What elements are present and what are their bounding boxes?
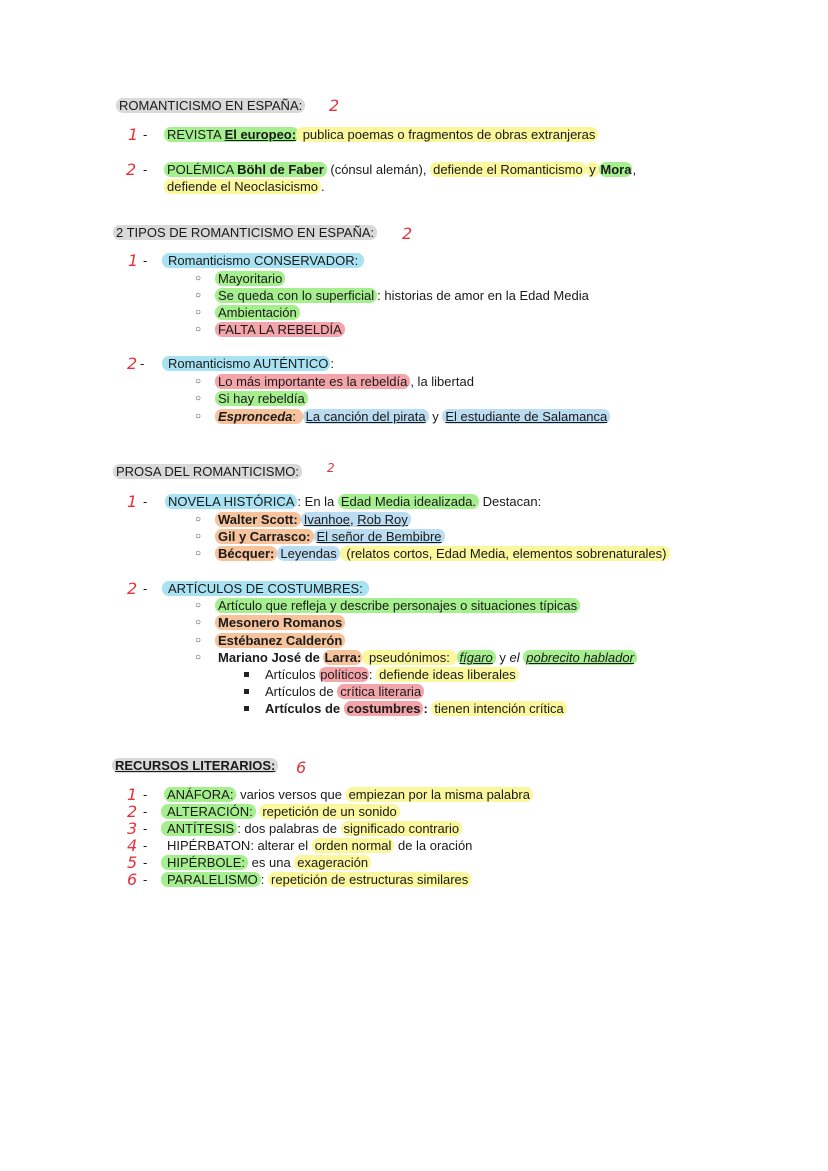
bullet-icon: ○ xyxy=(195,617,202,628)
sub-item: Walter Scott: Ivanhoe, Rob Roy xyxy=(215,511,411,528)
dash: - xyxy=(143,162,148,177)
sub-sub-item: Artículos políticos: defiende ideas liberales xyxy=(265,666,519,683)
sub-item: Lo más importante es la rebeldía , la libertad xyxy=(215,373,474,390)
item-marker: 2 xyxy=(126,160,137,179)
sub-item: Mesonero Romanos xyxy=(215,614,345,631)
square-bullet-icon xyxy=(244,706,249,711)
bullet-icon: ○ xyxy=(195,548,202,559)
dash: - xyxy=(143,253,148,268)
section-heading-recursos: RECURSOS LITERARIOS: xyxy=(112,757,278,774)
sub-item: Artículo que refleja y describe personajes o situaciones típicas xyxy=(215,597,580,614)
sub-item: Espronceda: La canción del pirata y El estudiante de Salamanca xyxy=(215,408,610,425)
bullet-icon: ○ xyxy=(195,376,202,387)
dash: - xyxy=(140,356,145,371)
item-marker: 6 xyxy=(127,870,138,889)
section-heading-romanticismo: ROMANTICISMO EN ESPAÑA: xyxy=(116,97,305,114)
item-marker: 4 xyxy=(127,836,138,855)
annotation-count: 6 xyxy=(296,758,307,777)
item-marker: 1 xyxy=(128,251,139,270)
list-item: POLÉMICA Böhl de Faber (cónsul alemán), defiende el Romanticismo y Mora, xyxy=(164,161,636,178)
bullet-icon: ○ xyxy=(195,273,202,284)
annotation-count: 2 xyxy=(329,96,340,115)
dash: - xyxy=(143,872,148,887)
bullet-icon: ○ xyxy=(195,411,202,422)
list-item-continuation: defiende el Neoclasicismo . xyxy=(164,178,325,195)
sub-item: Mayoritario xyxy=(215,270,285,287)
list-item: REVISTA El europeo: publica poemas o fragmentos de obras extranjeras xyxy=(164,126,598,143)
section-heading-prosa: PROSA DEL ROMANTICISMO: xyxy=(113,463,302,480)
sub-item: Si hay rebeldía xyxy=(215,390,308,407)
square-bullet-icon xyxy=(244,689,249,694)
dash: - xyxy=(143,494,148,509)
sub-item: Ambientación xyxy=(215,304,300,321)
sub-item: Bécquer: Leyendas (relatos cortos, Edad Media, elementos sobrenaturales) xyxy=(215,545,670,562)
list-item: HIPÉRBATON: alterar el orden normal de la oración xyxy=(167,838,473,853)
dash: - xyxy=(143,581,148,596)
section-heading-tipos: 2 TIPOS DE ROMANTICISMO EN ESPAÑA: xyxy=(113,224,377,241)
sub-sub-item: Artículos de costumbres : tienen intención crítica xyxy=(265,700,567,717)
sub-sub-item: Artículos de crítica literaria xyxy=(265,683,424,700)
item-marker: 1 xyxy=(127,492,138,511)
item-marker: 1 xyxy=(128,125,139,144)
list-item: ANTÍTESIS : dos palabras de significado contrario xyxy=(161,820,462,837)
dash: - xyxy=(143,821,148,836)
bullet-icon: ○ xyxy=(195,531,202,542)
item-marker: 2 xyxy=(127,354,138,373)
bullet-icon: ○ xyxy=(195,290,202,301)
list-item: ALTERACIÓN: repetición de un sonido xyxy=(161,803,400,820)
bullet-icon: ○ xyxy=(195,307,202,318)
list-item: ARTÍCULOS DE COSTUMBRES: xyxy=(162,580,369,597)
list-item: Romanticismo AUTÉNTICO : xyxy=(162,355,334,372)
list-item: PARALELISMO : repetición de estructuras similares xyxy=(161,871,471,888)
sub-item: Se queda con lo superficial : historias de amor en la Edad Media xyxy=(215,287,589,304)
dash: - xyxy=(143,838,148,853)
bullet-icon: ○ xyxy=(195,635,202,646)
sub-item: FALTA LA REBELDÍA xyxy=(215,321,345,338)
annotation-count: 2 xyxy=(327,461,335,475)
item-marker: 3 xyxy=(127,819,138,838)
item-marker: 1 xyxy=(127,785,138,804)
list-item: NOVELA HISTÓRICA : En la Edad Media idealizada. Destacan: xyxy=(165,493,541,510)
list-item: HIPÉRBOLE: es una exageración xyxy=(161,854,371,871)
item-marker: 5 xyxy=(127,853,138,872)
sub-item: Mariano José de Larra: pseudónimos: fígaro y el pobrecito hablador xyxy=(215,649,637,666)
dash: - xyxy=(143,787,148,802)
sub-item: Estébanez Calderón xyxy=(215,632,345,649)
annotation-count: 2 xyxy=(402,224,413,243)
bullet-icon: ○ xyxy=(195,393,202,404)
dash: - xyxy=(143,804,148,819)
square-bullet-icon xyxy=(244,672,249,677)
bullet-icon: ○ xyxy=(195,600,202,611)
sub-item: Gil y Carrasco: El señor de Bembibre xyxy=(215,528,445,545)
dash: - xyxy=(143,855,148,870)
bullet-icon: ○ xyxy=(195,652,202,663)
list-item: ANÁFORA: varios versos que empiezan por la misma palabra xyxy=(164,786,533,803)
item-marker: 2 xyxy=(127,579,138,598)
item-marker: 2 xyxy=(127,802,138,821)
dash: - xyxy=(143,127,148,142)
list-item: Romanticismo CONSERVADOR: xyxy=(162,252,364,269)
bullet-icon: ○ xyxy=(195,514,202,525)
bullet-icon: ○ xyxy=(195,324,202,335)
